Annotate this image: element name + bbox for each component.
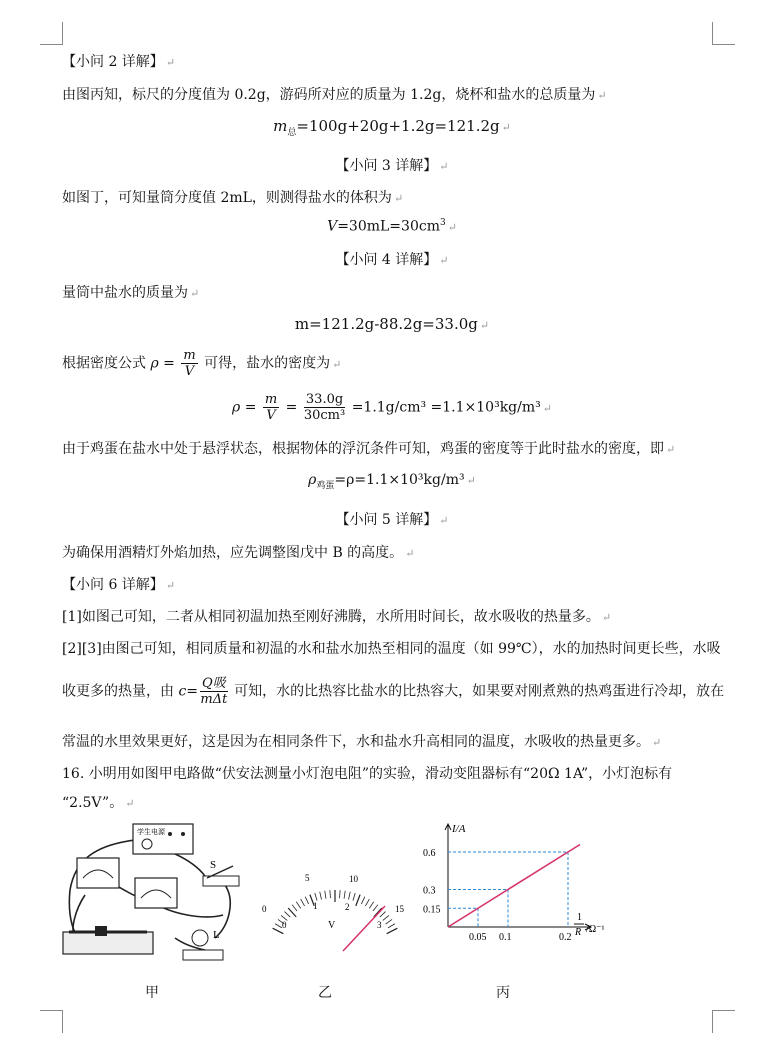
corner-mark-bottom-left xyxy=(40,1010,63,1033)
x-axis-unit: /Ω⁻¹ xyxy=(586,924,605,935)
dial-tick xyxy=(301,899,305,906)
x-axis-label-den: R xyxy=(575,927,582,938)
paragraph-egg-density: 由于鸡蛋在盐水中处于悬浮状态，根据物体的浮沉条件可知，鸡蛋的密度等于此时盐水的密度，即 ↵ xyxy=(62,441,676,457)
dial-label-left-0: 0 xyxy=(262,904,267,914)
paragraph-q3: 如图丁，可知量筒分度值 2mL，则测得盐水的体积为 ↵ xyxy=(62,190,404,206)
dial-tick xyxy=(340,890,341,898)
dial-tick xyxy=(305,897,308,904)
x-tick-label: 0.05 xyxy=(469,932,487,943)
equation-volume: $V=30mL=30cm^3$ ↵ xyxy=(327,218,457,235)
heading-q6: 【小问 6 详解】 ↵ xyxy=(62,577,176,593)
question-16-line-2: “2.5V”。 ↵ xyxy=(62,795,135,811)
dial-label-2: 2 xyxy=(345,902,350,912)
paragraph-q4-mass: 量筒中盐水的质量为 ↵ xyxy=(62,285,200,301)
power-supply-label: 学生电源 xyxy=(137,828,165,836)
y-tick-label: 0.6 xyxy=(423,848,436,859)
dial-label-5: 5 xyxy=(305,873,310,883)
y-axis-label: I/A xyxy=(452,823,466,835)
lamp-bulb xyxy=(192,930,208,946)
dial-tick xyxy=(349,892,351,900)
paragraph-q5: 为确保用酒精灯外焰加热，应先调整图戊中 B 的高度。 ↵ xyxy=(62,545,415,561)
lamp-label: L xyxy=(213,929,220,941)
dial-tick xyxy=(361,897,364,904)
plot-area xyxy=(423,845,580,944)
x-axis-label-num: 1 xyxy=(577,912,582,923)
equation-egg-density: $\rho_{鸡蛋}=\rho=1.1\times 10^3kg/m^3$ ↵ xyxy=(308,472,476,491)
dial-tick xyxy=(374,908,382,917)
heading-q4: 【小问 4 详解】 ↵ xyxy=(335,252,449,268)
switch-label: S xyxy=(210,859,217,871)
dial-tick xyxy=(275,924,282,928)
dial-tick xyxy=(369,902,373,909)
dial-tick xyxy=(288,908,296,917)
dial-tick xyxy=(284,912,290,918)
dial-label-3: 3 xyxy=(377,920,382,930)
fraction-heat: $\frac{\text{Q吸}}{\text{mΔt}}$ xyxy=(200,676,228,707)
rheostat xyxy=(63,932,153,954)
dial-tick xyxy=(296,902,300,909)
dial-unit: V xyxy=(328,920,336,931)
dial-tick xyxy=(325,891,326,899)
equation-total-mass: $m_总=100g+20g+1.2g=121.2g$ ↵ xyxy=(273,117,511,138)
corner-mark-top-right xyxy=(712,22,735,45)
dial-tick xyxy=(353,893,355,901)
equation-mass: m=121.2g-88.2g=33.0g ↵ xyxy=(294,315,490,333)
paragraph-density-formula: 根据密度公式 ρ = $\frac{m}{V}$ 可得，盐水的密度为 ↵ xyxy=(62,348,342,379)
dial-label-bottom-0: 0 xyxy=(282,920,287,930)
caption-yi: 乙 xyxy=(318,985,332,1001)
dial-tick xyxy=(373,905,378,911)
paragraph-q6-2: [2][3]由图己可知，相同质量和初温的水和盐水加热至相同的温度（如 99℃），水的加热时间更长些，水吸 xyxy=(62,641,721,657)
dial-tick xyxy=(380,912,386,918)
lamp-base xyxy=(183,950,223,960)
x-tick-label: 0.1 xyxy=(499,932,512,943)
dial-label-15: 15 xyxy=(395,904,404,914)
y-tick-label: 0.3 xyxy=(423,885,436,897)
data-line xyxy=(448,845,580,928)
corner-mark-bottom-right xyxy=(712,1010,735,1033)
dial-tick xyxy=(386,919,393,924)
ammeter xyxy=(77,858,119,888)
paragraph-q6-4: 常温的水里效果更好，这是因为在相同条件下，水和盐水升高相同的温度，水吸收的热量更多。 ↵ xyxy=(62,734,662,750)
paragraph-q6-3: 收更多的热量，由 c= $\frac{\text{Q吸}}{\text{mΔt}}$ 可知，水的比热容比盐水的比热容大，如果要对刚煮熟的热鸡蛋进行冷却，放在 xyxy=(62,676,725,707)
corner-mark-top-left xyxy=(40,22,63,45)
paragraph-q6-1: [1]如图己可知，二者从相同初温加热至刚好沸腾，水所用时间长，故水吸收的热量多。 ↵ xyxy=(62,609,612,625)
fraction-m-over-v: $\frac{m}{V}$ xyxy=(183,348,196,379)
dial-tick xyxy=(383,915,389,920)
dial-tick xyxy=(356,895,360,906)
dial-label-10: 10 xyxy=(349,874,358,884)
x-tick-label: 0.2 xyxy=(559,932,572,943)
dial-tick xyxy=(292,905,297,911)
voltmeter xyxy=(135,878,177,908)
dial-tick xyxy=(388,924,395,928)
heading-q5: 【小问 5 详解】 ↵ xyxy=(335,512,449,528)
dial-tick xyxy=(365,899,369,906)
figure-yi-voltmeter xyxy=(255,865,415,960)
dial-tick xyxy=(315,893,317,901)
y-tick-label: 0.15 xyxy=(423,904,441,916)
caption-bing: 丙 xyxy=(496,985,510,1001)
heading-q3: 【小问 3 详解】 ↵ xyxy=(335,158,449,174)
dial-tick xyxy=(344,891,345,899)
paragraph-q2: 由图丙知，标尺的分度值为 0.2g，游码所对应的质量为 1.2g，烧杯和盐水的总质量为 ↵ xyxy=(62,87,607,103)
dial-label-1: 1 xyxy=(313,901,318,911)
figure-jia-circuit xyxy=(55,820,255,980)
heading-q2: 【小问 2 详解】 ↵ xyxy=(62,54,176,70)
equation-density: ρ = $\frac{m}{V}$ = $\frac{33.0g}{\text{30cm³}}$ =1.1g/cm³ =1.1×10³kg/m³ ↵ xyxy=(232,392,552,423)
dial-tick xyxy=(330,890,331,898)
dial-tick xyxy=(387,928,398,933)
question-16-line-1: 16. 小明用如图甲电路做“伏安法测量小灯泡电阻”的实验，滑动变阻器标有“20Ω 1A”，小灯泡标有 xyxy=(62,766,673,782)
caption-jia: 甲 xyxy=(145,985,159,1001)
figure-bing-graph xyxy=(420,820,620,950)
dial-tick xyxy=(320,892,322,900)
